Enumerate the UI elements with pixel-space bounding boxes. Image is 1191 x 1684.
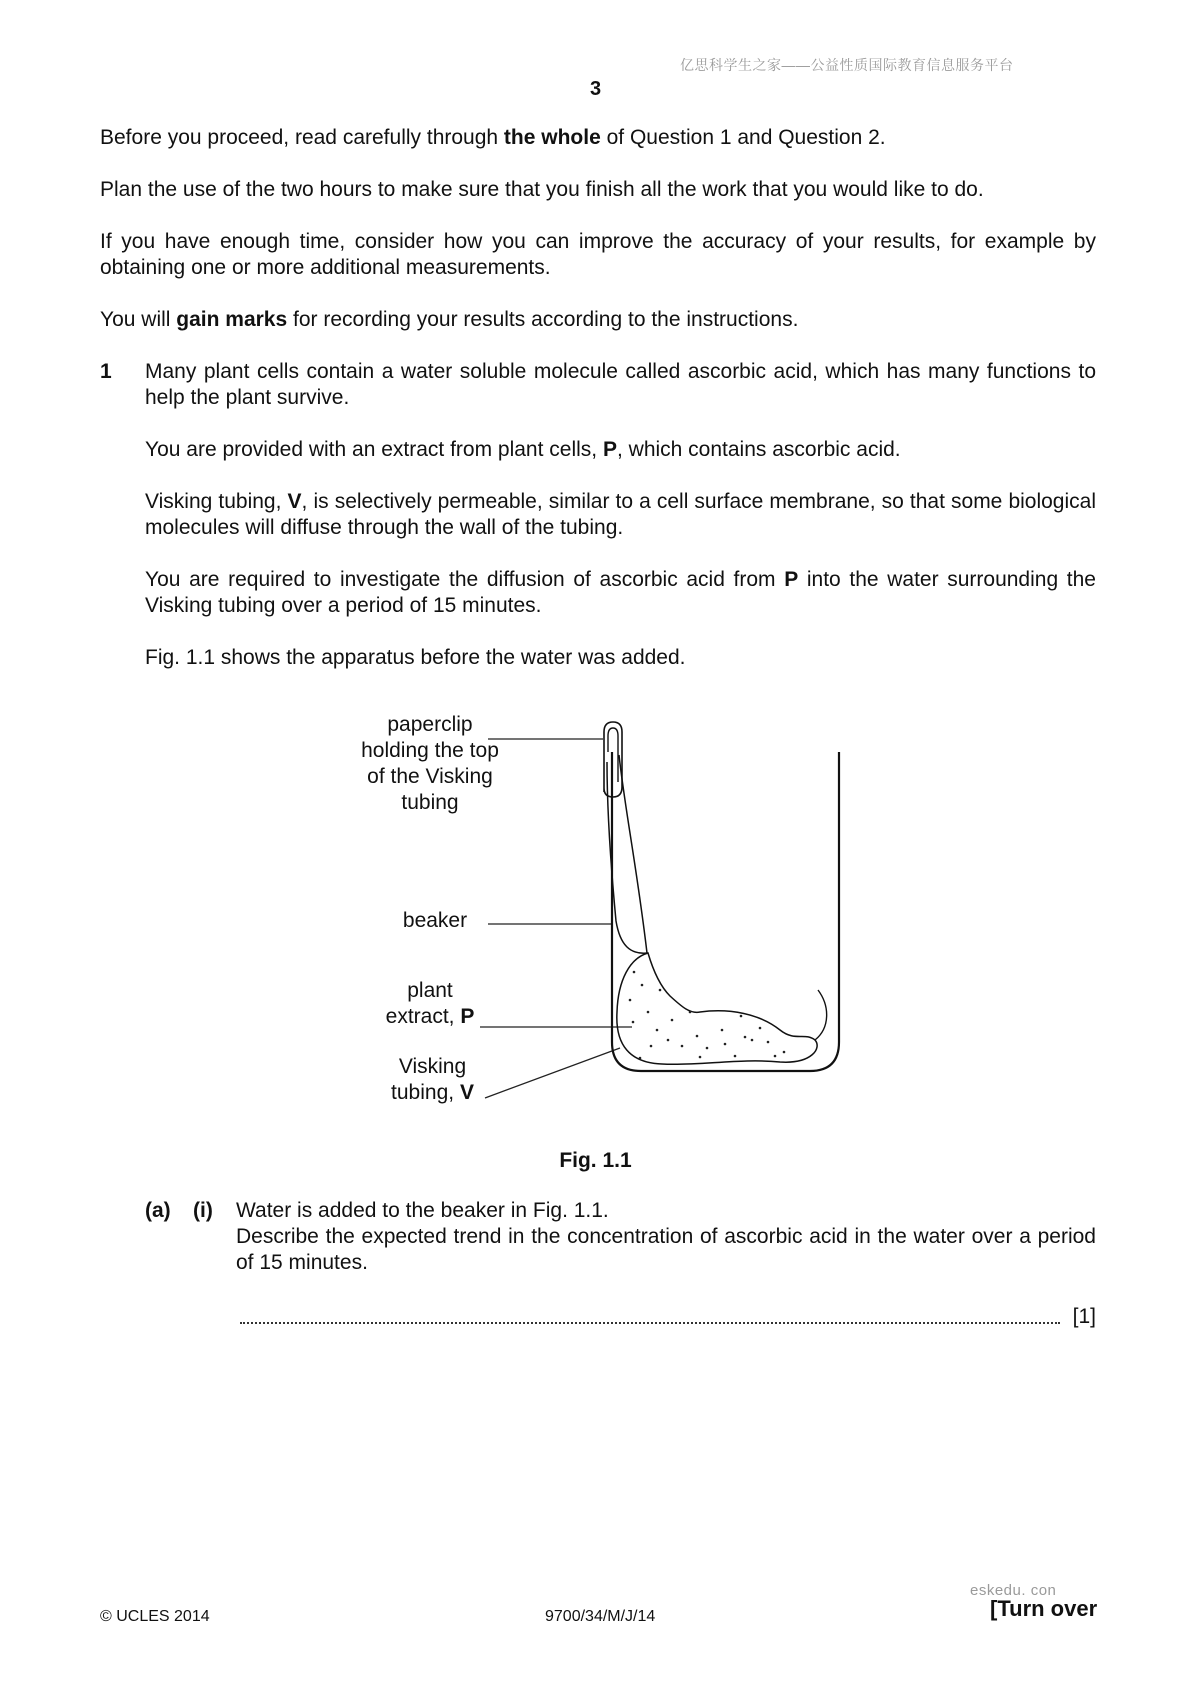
question-paragraph-5: Fig. 1.1 shows the apparatus before the water was added. <box>145 646 686 669</box>
footer-copyright: © UCLES 2014 <box>100 1608 210 1625</box>
part-i-label: (i) <box>193 1199 213 1222</box>
part-a-label: (a) <box>145 1199 171 1222</box>
question-paragraph-2: You are provided with an extract from plant cells, P, which contains ascorbic acid. <box>145 438 901 461</box>
intro-paragraph-2: Plan the use of the two hours to make sure that you finish all the work that you would like to do. <box>100 178 984 201</box>
intro-paragraph-4: You will gain marks for recording your results according to the instructions. <box>100 308 799 331</box>
footer-paper-code: 9700/34/M/J/14 <box>545 1608 656 1625</box>
question-number: 1 <box>100 360 112 383</box>
label-visking-tubing: Visking tubing, V <box>391 1055 474 1104</box>
visking-tubing-end <box>815 990 827 1040</box>
beaker-icon <box>612 752 839 1071</box>
label-paperclip: paperclip holding the top of the Visking tubing <box>361 713 499 814</box>
leader-line-visking <box>485 1048 620 1098</box>
label-beaker: beaker <box>402 909 468 932</box>
intro-paragraph-1: Before you proceed, read carefully through the whole of Question 1 and Question 2. <box>100 126 886 149</box>
question-paragraph-4: You are required to investigate the diffusion of ascorbic acid from P into the water surrounding the Visking tubing over a period of 15 minutes. <box>145 568 1096 617</box>
page-number: 3 <box>589 78 602 100</box>
label-plant-extract: plant extract, P <box>385 979 475 1028</box>
part-a-question-text: Water is added to the beaker in Fig. 1.1. Describe the expected trend in the concentration of ascorbic acid in the water over a period of 15 minutes. <box>236 1199 1096 1274</box>
answer-dotted-line <box>240 1322 1060 1324</box>
figure-caption: Fig. 1.1 <box>559 1149 632 1172</box>
intro-paragraph-3: If you have enough time, consider how you can improve the accuracy of your results, for example by obtaining one or more additional measurements. <box>100 230 1096 279</box>
visking-tubing-neck <box>607 762 648 953</box>
footer-watermark: eskedu. con <box>970 1582 1057 1599</box>
turn-over-label: [Turn over <box>990 1596 1098 1621</box>
header-watermark: 亿思科学生之家——公益性质国际教育信息服务平台 <box>680 57 1014 73</box>
question-paragraph-1: Many plant cells contain a water soluble molecule called ascorbic acid, which has many functions to help the plant survive. <box>145 360 1096 409</box>
plant-extract-dots <box>629 971 786 1060</box>
visking-tubing-bag <box>617 953 817 1064</box>
question-paragraph-3: Visking tubing, V, is selectively permeable, similar to a cell surface membrane, so that some biological molecules will diffuse through the wall of the tubing. <box>145 490 1096 539</box>
marks-label: [1] <box>1072 1305 1096 1328</box>
